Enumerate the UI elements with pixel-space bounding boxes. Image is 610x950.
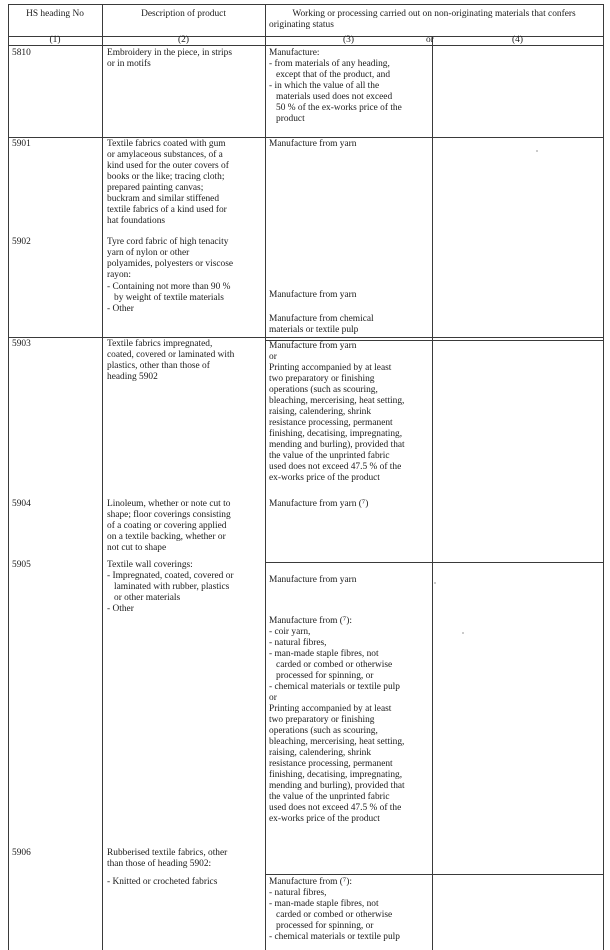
working-line: Manufacture from yarn — [269, 575, 357, 585]
working-5904: Manufacture from yarn (⁷) — [269, 499, 369, 509]
description-line: Embroidery in the piece, in strips — [107, 48, 232, 58]
working-line: used does not exceed 47.5 % of the — [269, 462, 402, 472]
description-line: hat foundations — [107, 216, 166, 226]
table-border-right — [603, 4, 604, 950]
working-line: materials or textile pulp — [269, 325, 359, 335]
working-line: operations (such as scouring, — [269, 726, 378, 736]
description-line: Textile fabrics coated with gum — [107, 139, 226, 149]
description-line: yarn of nylon or other — [107, 248, 190, 258]
working-line: or — [269, 352, 277, 362]
working-line: materials used does not exceed — [269, 92, 393, 102]
column-divider-2 — [265, 4, 266, 950]
hs-heading-5905: 5905 — [12, 560, 31, 570]
working-line: Manufacture from (⁷): — [269, 877, 352, 887]
working-line: - natural fibres, — [269, 638, 327, 648]
description-line: coated, covered or laminated with — [107, 350, 235, 360]
description-line: rayon: — [107, 270, 131, 280]
description-line: by weight of textile materials — [107, 293, 224, 303]
description-line: Rubberised textile fabrics, other — [107, 848, 228, 858]
working-line: mending and burling), provided that — [269, 440, 405, 450]
description-line: on a textile backing, whether or — [107, 532, 226, 542]
working-line: two preparatory or finishing — [269, 715, 375, 725]
column-or-label: or — [426, 35, 434, 45]
working-line: - chemical materials or textile pulp — [269, 932, 400, 942]
rule-5906-knitted — [265, 874, 604, 875]
hs-heading-5810: 5810 — [12, 48, 31, 58]
description-line: plastics, other than those of — [107, 361, 210, 371]
description-line: - Other — [107, 304, 134, 314]
working-line: - man-made staple fibres, not — [269, 899, 379, 909]
row-rule-5901 — [8, 137, 604, 138]
working-line: operations (such as scouring, — [269, 385, 378, 395]
description-line: heading 5902 — [107, 372, 158, 382]
working-line: - man-made staple fibres, not — [269, 649, 379, 659]
working-line: - coir yarn, — [269, 627, 311, 637]
description-line: Tyre cord fabric of high tenacity — [107, 237, 229, 247]
working-line: used does not exceed 47.5 % of the — [269, 803, 402, 813]
hs-heading-5904: 5904 — [12, 499, 31, 509]
description-line: Linoleum, whether or note cut to — [107, 499, 231, 509]
scan-speck — [462, 632, 464, 634]
working-line: bleaching, mercerising, heat setting, — [269, 737, 405, 747]
working-5901: Manufacture from yarn — [269, 139, 357, 149]
working-line: raising, calendering, shrink — [269, 748, 372, 758]
column-divider-3 — [432, 36, 433, 950]
column-divider-1 — [102, 4, 103, 950]
description-line: shape; floor coverings consisting — [107, 510, 231, 520]
working-line: mending and burling), provided that — [269, 781, 405, 791]
working-line: or — [269, 693, 277, 703]
description-line: or other materials — [107, 593, 181, 603]
description-line: books or the like; tracing cloth; — [107, 172, 225, 182]
hs-heading-5906: 5906 — [12, 848, 31, 858]
row-rule-5903 — [8, 337, 604, 338]
description-line: - Other — [107, 604, 134, 614]
working-line: Manufacture from yarn — [269, 290, 357, 300]
working-line: raising, calendering, shrink — [269, 407, 372, 417]
description-line: Textile wall coverings: — [107, 560, 193, 570]
column-header-hs-heading: HS heading No — [26, 9, 84, 19]
working-line: bleaching, mercerising, heat setting, — [269, 396, 405, 406]
description-line: textile fabrics of a kind used for — [107, 205, 227, 215]
column-number-2: (2) — [178, 35, 189, 45]
working-line: Manufacture from yarn — [269, 341, 357, 351]
column-number-3: (3) — [343, 35, 354, 45]
working-line: resistance processing, permanent — [269, 759, 393, 769]
working-line: - natural fibres, — [269, 888, 327, 898]
working-line: processed for spinning, or — [269, 921, 374, 931]
description-line: Textile fabrics impregnated, — [107, 339, 213, 349]
working-line: except that of the product, and — [269, 70, 391, 80]
description-line: - Knitted or crocheted fabrics — [107, 877, 218, 887]
rule-5905-work — [265, 562, 604, 563]
hs-heading-5902: 5902 — [12, 237, 31, 247]
working-line: Manufacture: — [269, 48, 320, 58]
column-number-4: (4) — [512, 35, 523, 45]
working-line: Manufacture from (⁷): — [269, 616, 352, 626]
working-line: finishing, decatising, impregnating, — [269, 429, 403, 439]
working-line: - from materials of any heading, — [269, 59, 390, 69]
working-line: - chemical materials or textile pulp — [269, 682, 400, 692]
working-line: ex-works price of the product — [269, 814, 380, 824]
working-line: two preparatory or finishing — [269, 374, 375, 384]
working-line: carded or combed or otherwise — [269, 660, 393, 670]
column-header-working-line-2: originating status — [269, 20, 334, 30]
working-line: Printing accompanied by at least — [269, 363, 392, 373]
hs-heading-5901: 5901 — [12, 139, 31, 149]
working-line: product — [269, 114, 305, 124]
description-line: than those of heading 5902: — [107, 859, 212, 869]
scan-speck — [434, 582, 436, 584]
column-header-working-line-1: Working or processing carried out on non-originating materials that confers — [292, 9, 576, 19]
hs-heading-5903: 5903 — [12, 339, 31, 349]
working-line: resistance processing, permanent — [269, 418, 393, 428]
working-line: finishing, decatising, impregnating, — [269, 770, 403, 780]
description-line: kind used for the outer covers of — [107, 161, 229, 171]
table-border-left — [8, 4, 9, 950]
working-line: ex-works price of the product — [269, 473, 380, 483]
description-line: - Impregnated, coated, covered or — [107, 571, 234, 581]
working-line: - in which the value of all the — [269, 81, 380, 91]
working-line: processed for spinning, or — [269, 671, 374, 681]
description-line: or amylaceous substances, of a — [107, 150, 223, 160]
working-line: 50 % of the ex-works price of the — [269, 103, 402, 113]
working-line: Printing accompanied by at least — [269, 704, 392, 714]
description-line: not cut to shape — [107, 543, 167, 553]
description-line: or in motifs — [107, 59, 151, 69]
description-line: of a coating or covering applied — [107, 521, 227, 531]
working-line: the value of the unprinted fabric — [269, 792, 390, 802]
table-border-top — [8, 4, 604, 5]
description-line: buckram and similar stiffened — [107, 194, 220, 204]
working-line: carded or combed or otherwise — [269, 910, 393, 920]
description-line: polyamides, polyesters or viscose — [107, 259, 234, 269]
scan-speck — [536, 150, 538, 152]
column-number-1: (1) — [49, 35, 61, 45]
working-line: Manufacture from chemical — [269, 314, 374, 324]
column-header-description: Description of product — [141, 9, 226, 19]
description-line: - Containing not more than 90 % — [107, 282, 231, 292]
description-line: laminated with rubber, plastics — [107, 582, 230, 592]
working-line: the value of the unprinted fabric — [269, 451, 390, 461]
description-line: prepared painting canvas; — [107, 183, 204, 193]
